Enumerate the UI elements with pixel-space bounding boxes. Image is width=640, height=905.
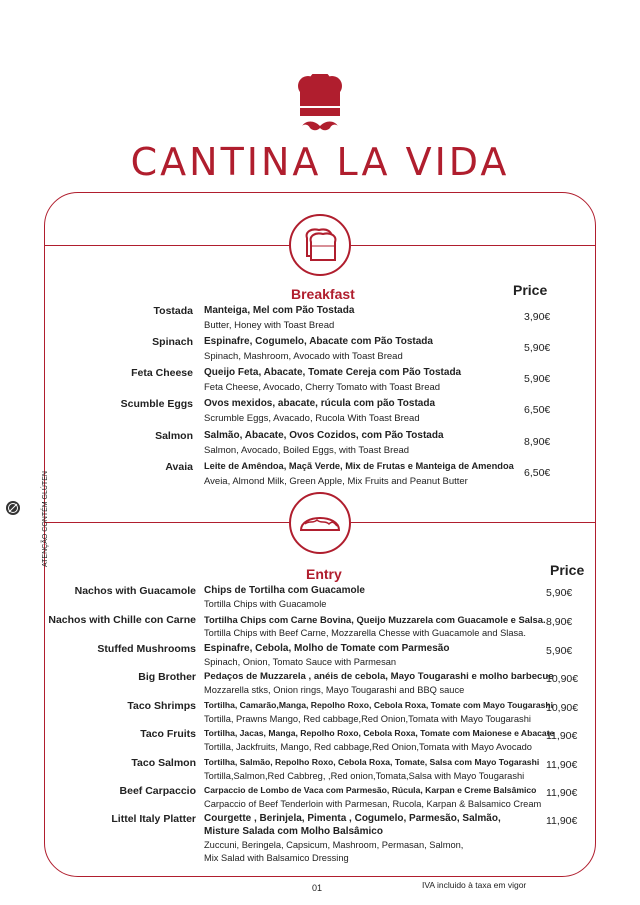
menu-item-description-en: Tortilla Chips with Beef Carne, Mozzarella Chesse with Guacamole and Slasa. xyxy=(204,628,526,638)
menu-item-price: 5,90€ xyxy=(546,645,573,657)
page-number: 01 xyxy=(312,883,323,893)
menu-item-description-en: Feta Cheese, Avocado, Cherry Tomato with Toast Bread xyxy=(204,382,441,393)
menu-item-price: 3,90€ xyxy=(524,311,551,323)
entry-price-header: Price xyxy=(550,562,585,578)
menu-item-description-pt: Misture Salada com Molho Balsâmico xyxy=(204,826,383,837)
menu-item-price: 11,90€ xyxy=(546,815,578,827)
menu-item-description-pt: Carpaccio de Lombo de Vaca com Parmesão, Rúcula, Karpan e Creme Balsâmico xyxy=(204,785,537,795)
iva-notice: IVA incluido à taxa em vigor xyxy=(422,880,527,890)
menu-item-label: Beef Carpaccio xyxy=(119,785,196,797)
menu-item-label: Salmon xyxy=(155,430,193,442)
gluten-notice: ATENÇÃO CONTÉM GLÚTEN xyxy=(42,471,49,567)
menu-item-price: 8,90€ xyxy=(546,616,573,628)
menu-item-description-en: Salmon, Avocado, Boiled Eggs, with Toast Bread xyxy=(204,445,410,456)
menu-item-description-en: Spinach, Mashroom, Avocado with Toast Bread xyxy=(204,351,403,362)
menu-item-description-en: Carpaccio of Beef Tenderloin with Parmesan, Rucola, Karpan & Balsamico Cream xyxy=(204,799,542,809)
menu-item-description-pt: Salmão, Abacate, Ovos Cozidos, com Pão Tostada xyxy=(204,430,444,441)
menu-item-price: 5,90€ xyxy=(546,587,573,599)
menu-item-price: 11,90€ xyxy=(546,787,578,799)
breakfast-title: Breakfast xyxy=(291,286,355,302)
breakfast-price-header: Price xyxy=(513,282,548,298)
menu-item-price: 6,50€ xyxy=(524,404,551,416)
gluten-warning-icon xyxy=(5,500,21,516)
menu-item-description-pt: Ovos mexidos, abacate, rúcula com pão Tostada xyxy=(204,398,436,409)
menu-item-description-en: Zuccuni, Beringela, Capsicum, Mashroom, Permasan, Salmon, xyxy=(204,840,464,850)
menu-item-description-pt: Espinafre, Cebola, Molho de Tomate com Parmesão xyxy=(204,643,450,654)
toast-icon-badge xyxy=(289,214,351,276)
taco-icon-badge xyxy=(289,492,351,554)
menu-item-description-en: Scrumble Eggs, Avacado, Rucola With Toast Bread xyxy=(204,413,420,424)
toast-icon xyxy=(291,216,349,274)
menu-item-description-en: Spinach, Onion, Tomato Sauce with Parmesan xyxy=(204,657,397,667)
menu-item-description-en: Aveia, Almond Milk, Green Apple, Mix Fruits and Peanut Butter xyxy=(204,476,468,487)
brand-name: CANTINA LA VIDA xyxy=(130,140,510,184)
taco-icon xyxy=(291,494,349,552)
menu-item-description-pt: Tortilha Chips com Carne Bovina, Queijo Muzzarela com Guacamole e Salsa. xyxy=(204,614,546,625)
menu-item-description-en: Butter, Honey with Toast Bread xyxy=(204,320,335,331)
menu-item-description-pt: Pedaços de Muzzarela , anéis de cebola, Mayo Tougarashi e molho barbecue xyxy=(204,671,554,682)
chef-hat-mustache-logo xyxy=(290,74,350,144)
menu-item-price: 10,90€ xyxy=(546,702,579,714)
menu-item-label: Tostada xyxy=(153,305,193,317)
menu-item-description-pt: Espinafre, Cogumelo, Abacate com Pão Tostada xyxy=(204,336,433,347)
menu-item-price: 8,90€ xyxy=(524,436,551,448)
menu-item-description-en: Tortilla Chips with Guacamole xyxy=(204,599,327,609)
menu-item-label: Taco Salmon xyxy=(131,757,196,769)
menu-item-description-en: Tortilla,Salmon,Red Cabbreg, ,Red onion,Tomata,Salsa with Mayo Tougarashi xyxy=(204,771,525,781)
menu-item-label: Taco Fruits xyxy=(140,728,196,740)
menu-item-label: Feta Cheese xyxy=(131,367,193,379)
menu-item-label: Avaia xyxy=(165,461,193,473)
menu-item-price: 5,90€ xyxy=(524,342,551,354)
menu-item-price: 6,50€ xyxy=(524,467,551,479)
menu-item-price: 5,90€ xyxy=(524,373,551,385)
menu-item-label: Nachos with Guacamole xyxy=(74,585,196,597)
menu-item-description-pt: Tortilha, Jacas, Manga, Repolho Roxo, Cebola Roxa, Tomate com Maionese e Abacate xyxy=(204,728,555,738)
menu-item-label: Taco Shrimps xyxy=(127,700,196,712)
menu-item-label: Spinach xyxy=(152,336,193,348)
menu-item-label: Stuffed Mushrooms xyxy=(97,643,196,655)
menu-item-description-pt: Tortilha, Salmão, Repolho Roxo, Cebola Roxa, Tomate, Salsa com Mayo Togarashi xyxy=(204,757,540,767)
menu-item-description-pt: Tortilha, Camarão,Manga, Repolho Roxo, Cebola Roxa, Tomate com Mayo Tougarashi xyxy=(204,700,554,710)
menu-item-description-pt: Manteiga, Mel com Pão Tostada xyxy=(204,305,355,316)
menu-item-label: Scumble Eggs xyxy=(120,398,193,410)
menu-item-label: Big Brother xyxy=(138,671,196,683)
menu-item-price: 10,90€ xyxy=(546,673,579,685)
menu-item-label: Nachos with Chille con Carne xyxy=(48,614,196,626)
menu-item-price: 11,90€ xyxy=(546,730,578,742)
menu-item-description-pt: Queijo Feta, Abacate, Tomate Cereja com Pão Tostada xyxy=(204,367,462,378)
menu-item-description-en: Mozzarella stks, Onion rings, Mayo Tougarashi and BBQ sauce xyxy=(204,685,465,695)
menu-item-description-en: Tortilla, Prawns Mango, Red cabbage,Red Onion,Tomata with Mayo Tougarashi xyxy=(204,714,531,724)
menu-item-description-en: Mix Salad with Balsamico Dressing xyxy=(204,853,349,863)
menu-item-label: Littel Italy Platter xyxy=(111,813,196,825)
menu-item-description-pt: Leite de Amêndoa, Maçã Verde, Mix de Frutas e Manteiga de Amendoa xyxy=(204,461,514,471)
menu-item-description-en: Tortilla, Jackfruits, Mango, Red cabbage,Red Onion,Tomata with Mayo Avocado xyxy=(204,742,532,752)
menu-item-description-pt: Courgette , Berinjela, Pimenta , Cogumelo, Parmesão, Salmão, xyxy=(204,813,501,824)
menu-item-description-pt: Chips de Tortilha com Guacamole xyxy=(204,585,365,596)
entry-title: Entry xyxy=(306,566,342,582)
menu-item-price: 11,90€ xyxy=(546,759,578,771)
